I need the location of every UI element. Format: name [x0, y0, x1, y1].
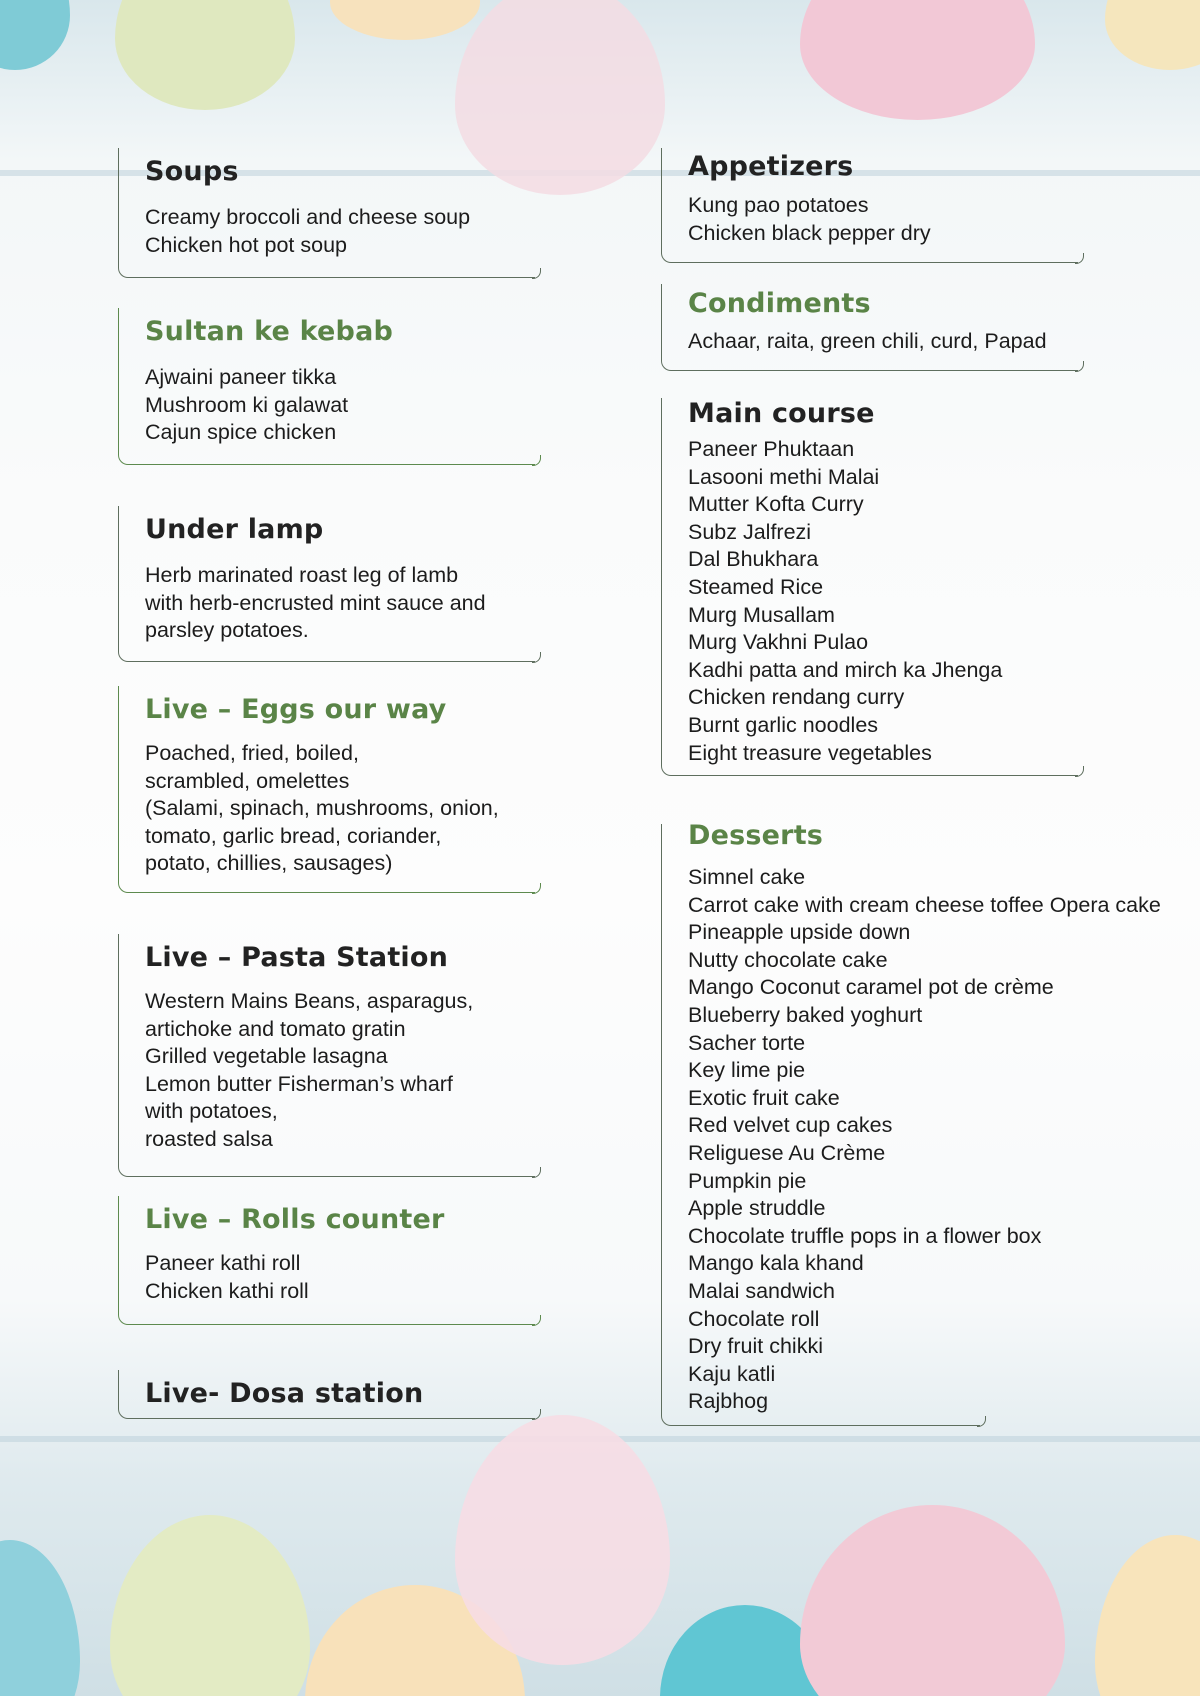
menu-item: Religuese Au Crème	[688, 1140, 886, 1165]
soups-section	[118, 148, 535, 278]
menu-item: Lasooni methi Malai	[688, 464, 880, 489]
item-list	[145, 204, 470, 259]
item-list	[145, 1250, 309, 1305]
menu-item: Steamed Rice	[688, 574, 824, 599]
menu-item: roasted salsa	[145, 1126, 273, 1151]
appetizers-section	[661, 148, 1078, 263]
menu-item: Burnt garlic noodles	[688, 712, 879, 737]
blue-egg	[0, 0, 70, 70]
item-list	[688, 436, 1002, 767]
section-title: Soups	[145, 156, 239, 187]
live-rolls-section	[118, 1196, 535, 1325]
menu-item: Apple struddle	[688, 1196, 826, 1221]
section-title: Under lamp	[145, 514, 324, 545]
menu-item: Exotic fruit cake	[688, 1085, 840, 1110]
menu-item: Mango Coconut caramel pot de crème	[688, 975, 1054, 1000]
menu-item: Paneer Phuktaan	[688, 437, 855, 461]
live-eggs-section	[118, 686, 535, 893]
menu-item: Chocolate truffle pops in a flower box	[688, 1223, 1042, 1248]
pink-egg	[800, 1505, 1065, 1696]
menu-item: Eight treasure vegetables	[688, 740, 932, 765]
menu-item: tomato, garlic bread, coriander,	[145, 823, 442, 848]
section-title: Live – Rolls counter	[145, 1204, 445, 1235]
item-list	[145, 364, 348, 447]
yellow-egg	[330, 0, 480, 40]
menu-item: Pineapple upside down	[688, 920, 911, 945]
menu-item: with herb-encrusted mint sauce and	[145, 590, 486, 615]
menu-item: Sacher torte	[688, 1030, 806, 1055]
menu-item: scrambled, omelettes	[145, 768, 350, 793]
main-course-section	[661, 398, 1078, 776]
menu-item: Mutter Kofta Curry	[688, 492, 864, 517]
menu-item: Carrot cake with cream cheese toffee Opera cake	[688, 892, 1161, 917]
menu-item: Mango kala khand	[688, 1251, 864, 1276]
menu-item: Kaju katli	[688, 1361, 776, 1386]
menu-item: Murg Vakhni Pulao	[688, 630, 869, 655]
item-list	[145, 562, 486, 645]
menu-item: Herb marinated roast leg of lamb	[145, 563, 459, 587]
menu-item: Red velvet cup cakes	[688, 1113, 893, 1138]
under-lamp-section	[118, 506, 535, 662]
section-title: Live – Eggs our way	[145, 694, 447, 725]
menu-item: Achaar, raita, green chili, curd, Papad	[688, 329, 1047, 353]
menu-item: with potatoes,	[145, 1099, 278, 1124]
menu-item: parsley potatoes.	[145, 618, 309, 643]
menu-item: Blueberry baked yoghurt	[688, 1002, 923, 1027]
menu-item: Subz Jalfrezi	[688, 519, 812, 544]
menu-item: Chicken rendang curry	[688, 685, 905, 710]
pink-egg	[455, 1415, 670, 1665]
section-title: Appetizers	[688, 151, 854, 182]
menu-item: Chocolate roll	[688, 1306, 820, 1331]
menu-item: Chicken black pepper dry	[688, 220, 931, 245]
menu-item: Dry fruit chikki	[688, 1334, 823, 1359]
section-title: Live- Dosa station	[145, 1378, 424, 1409]
menu-item: Chicken hot pot soup	[145, 232, 347, 257]
yellow-egg	[1105, 0, 1200, 70]
item-list	[145, 740, 499, 878]
menu-item: Poached, fried, boiled,	[145, 741, 359, 765]
green-egg	[115, 0, 295, 110]
menu-item: Nutty chocolate cake	[688, 947, 888, 972]
menu-item: Kung pao potatoes	[688, 193, 869, 217]
yellow-egg	[1095, 1535, 1200, 1696]
section-title: Main course	[688, 398, 875, 429]
green-egg	[110, 1515, 310, 1696]
item-list	[145, 988, 473, 1154]
section-title: Sultan ke kebab	[145, 316, 394, 347]
item-list	[688, 192, 931, 247]
menu-item: Key lime pie	[688, 1058, 806, 1083]
section-title: Condiments	[688, 288, 871, 319]
sultan-ke-kebab-section	[118, 308, 535, 465]
menu-item: Chicken kathi roll	[145, 1278, 309, 1303]
menu-item: Mushroom ki galawat	[145, 392, 349, 417]
menu-item: potato, chillies, sausages)	[145, 851, 393, 876]
condiments-section	[661, 284, 1078, 371]
live-dosa-section	[118, 1370, 535, 1419]
menu-item: Pumpkin pie	[688, 1168, 807, 1193]
menu-item: Lemon butter Fisherman’s wharf	[145, 1071, 453, 1096]
pink-egg	[800, 0, 1035, 120]
menu-item: (Salami, spinach, mushrooms, onion,	[145, 796, 499, 821]
menu-item: Malai sandwich	[688, 1278, 835, 1303]
menu-item: Rajbhog	[688, 1389, 769, 1414]
section-title: Desserts	[688, 820, 824, 851]
menu-item: Creamy broccoli and cheese soup	[145, 205, 471, 229]
item-list	[688, 328, 1047, 356]
menu-item: Ajwaini paneer tikka	[145, 365, 337, 389]
item-list	[688, 864, 1161, 1416]
menu-item: Kadhi patta and mirch ka Jhenga	[688, 657, 1003, 682]
menu-item: Simnel cake	[688, 865, 806, 889]
live-pasta-section	[118, 934, 535, 1177]
section-title: Live – Pasta Station	[145, 942, 449, 973]
menu-item: artichoke and tomato gratin	[145, 1016, 406, 1041]
blue-egg	[0, 1540, 80, 1696]
menu-item: Dal Bhukhara	[688, 547, 819, 572]
menu-item: Paneer kathi roll	[145, 1251, 301, 1275]
menu-item: Cajun spice chicken	[145, 420, 337, 445]
desserts-section	[661, 820, 1161, 1426]
menu-item: Grilled vegetable lasagna	[145, 1044, 388, 1069]
menu-item: Murg Musallam	[688, 602, 835, 627]
menu-item: Western Mains Beans, asparagus,	[145, 989, 474, 1013]
